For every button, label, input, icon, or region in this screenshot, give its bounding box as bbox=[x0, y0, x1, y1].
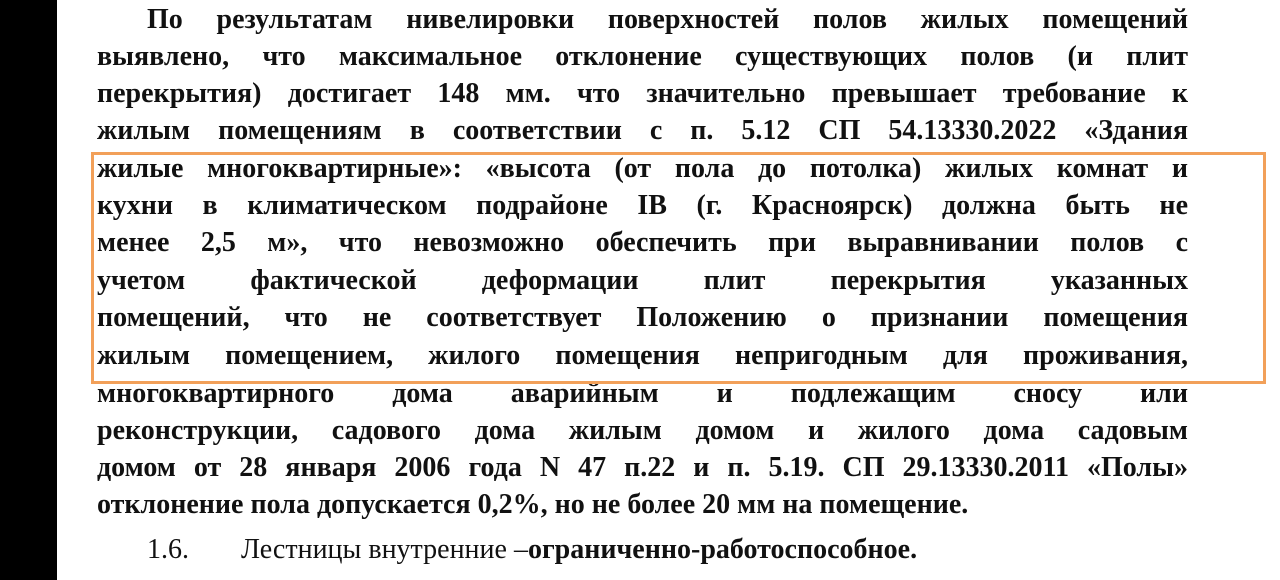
paragraph-line: менее 2,5 м», что невозможно обеспечить при выравнивании полов с bbox=[97, 227, 1188, 258]
item-number: 1.6. bbox=[147, 534, 189, 565]
paragraph-line: жилым помещениям в соответствии с п. 5.12 СП 54.13330.2022 «Здания bbox=[97, 115, 1188, 146]
paragraph-line: жилые многоквартирные»: «высота (от пола до потолка) жилых комнат и bbox=[97, 153, 1188, 184]
paragraph-line: жилым помещением, жилого помещения непригодным для проживания, bbox=[97, 340, 1188, 371]
paragraph-line: перекрытия) достигает 148 мм. что значительно превышает требование к bbox=[97, 78, 1188, 109]
paragraph-line: отклонение пола допускается 0,2%, но не более 20 мм на помещение. bbox=[97, 489, 969, 520]
document-page bbox=[57, 0, 1280, 580]
paragraph-line: выявлено, что максимальное отклонение существующих полов (и плит bbox=[97, 41, 1188, 72]
paragraph-line: помещений, что не соответствует Положению о признании помещения bbox=[97, 302, 1188, 333]
paragraph-line: домом от 28 января 2006 года N 47 п.22 и п. 5.19. СП 29.13330.2011 «Полы» bbox=[97, 452, 1188, 483]
paragraph-line: кухни в климатическом подрайоне IВ (г. Красноярск) должна быть не bbox=[97, 190, 1188, 221]
paragraph-line: многоквартирного дома аварийным и подлежащим сносу или bbox=[97, 378, 1188, 409]
paragraph-line: учетом фактической деформации плит перекрытия указанных bbox=[97, 265, 1188, 296]
paragraph-line: реконструкции, садового дома жилым домом и жилого дома садовым bbox=[97, 415, 1188, 446]
item-value: ограниченно-работоспособное. bbox=[527, 534, 918, 565]
item-label: Лестницы внутренние – bbox=[241, 534, 528, 565]
paragraph-line: По результатам нивелировки поверхностей полов жилых помещений bbox=[147, 4, 1188, 35]
list-item-stairs bbox=[147, 530, 1188, 570]
